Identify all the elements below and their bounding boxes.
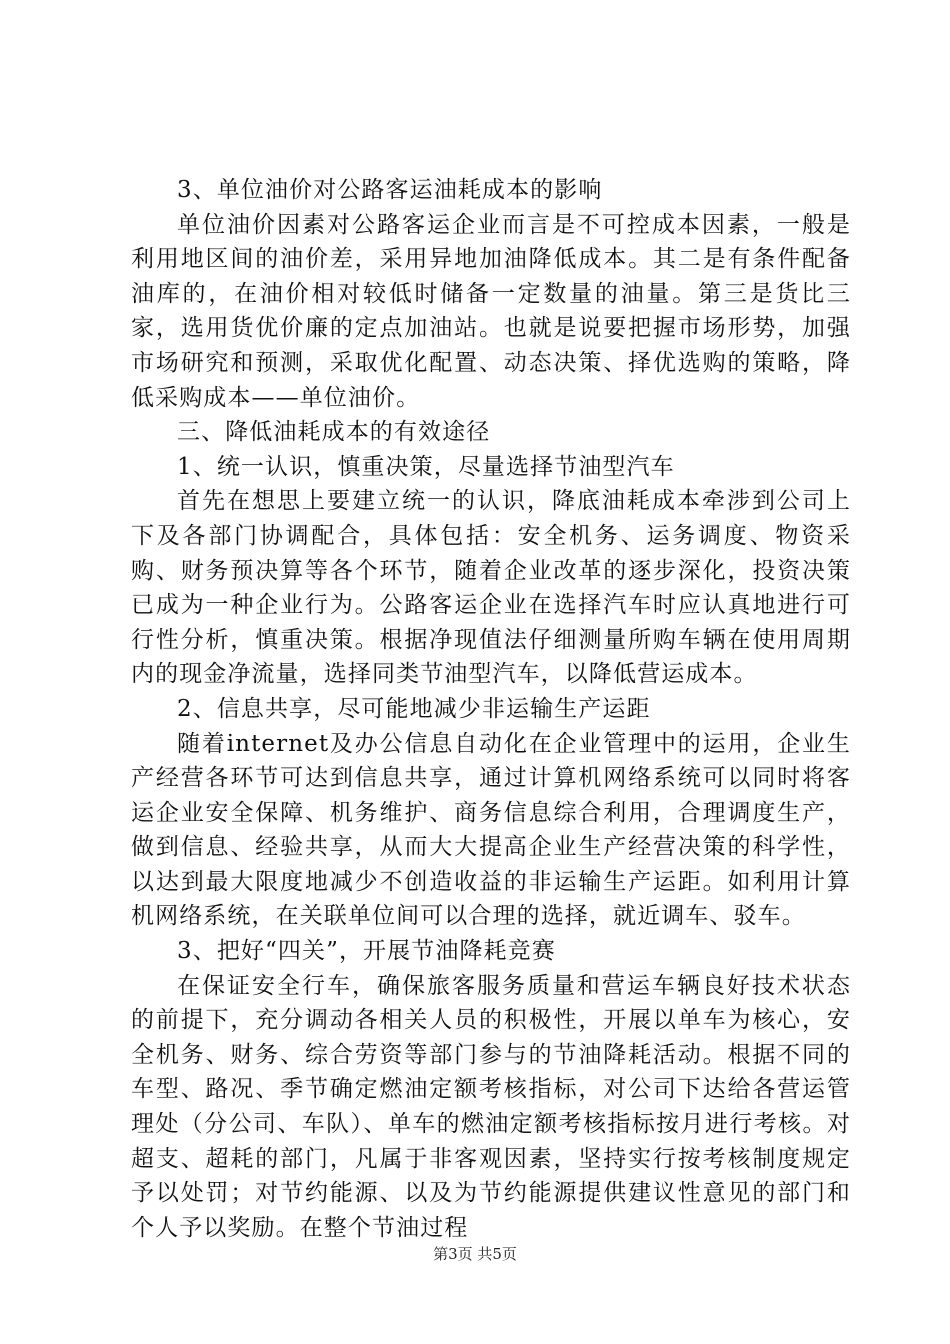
page-number-footer: 第3页 共5页 [433,1245,517,1263]
document-body [131,173,851,1245]
paragraph-unified-understanding: 首先在想思上要建立统一的认识，降底油耗成本牵涉到公司上下及各部门协调配合，具体包括：安全机务、运务调度、物资采购、财务预决算等各个环节，随着企业改革的逐步深化，投资决策已成为一种企业行为。公路客运企业在选择汽车时应认真地进行可行性分析，慎重决策。根据净现值法仔细测量所购车辆在使用周期内的现金净流量，选择同类节油型汽车，以降低营运成本。 [131,488,851,688]
subheading-four-checkpoints: 3、把好“四关”，开展节油降耗竞赛 [177,938,556,965]
subheading-unified-understanding: 1、统一认识，慎重决策，尽量选择节油型汽车 [177,453,675,480]
paragraph-information-sharing: 随着internet及办公信息自动化在企业管理中的运用，企业生产经营各环节可达到信息共享，通过计算机网络系统可以同时将客运企业安全保障、机务维护、商务信息综合利用，合理调度生产，做到信息、经验共享，从而大大提高企业生产经营决策的科学性，以达到最大限度地减少不创造收益的非运输生产运距。如利用计算机网络系统，在关联单位间可以合理的选择，就近调车、驳车。 [131,730,851,930]
paragraph-unit-oil-price: 单位油价因素对公路客运企业而言是不可控成本因素，一般是利用地区间的油价差，采用异地加油降低成本。其二是有条件配备油库的，在油价相对较低时储备一定数量的油量。第三是货比三家，选用货优价廉的定点加油站。也就是说要把握市场形势，加强市场研究和预测，采取优化配置、动态决策、择优选购的策略，降低采购成本——单位油价。 [131,211,851,411]
section-heading-effective-ways: 三、降低油耗成本的有效途径 [177,419,491,446]
section-heading-unit-oil-price: 3、单位油价对公路客运油耗成本的影响 [177,177,603,203]
subheading-information-sharing: 2、信息共享，尽可能地减少非运输生产运距 [177,695,651,722]
paragraph-four-checkpoints: 在保证安全行车，确保旅客服务质量和营运车辆良好技术状态的前提下，充分调动各相关人员的积极性，开展以单车为核心，安全机务、财务、综合劳资等部门参与的节油降耗活动。根据不同的车型、路况、季节确定燃油定额考核指标，对公司下达给各营运管理处（分公司、车队）、单车的燃油定额考核指标按月进行考核。对超支、超耗的部门，凡属于非客观因素，坚持实行按考核制度规定予以处罚；对节约能源、以及为节约能源提供建议性意见的部门和个人予以奖励。在整个节油过程 [131,972,851,1241]
